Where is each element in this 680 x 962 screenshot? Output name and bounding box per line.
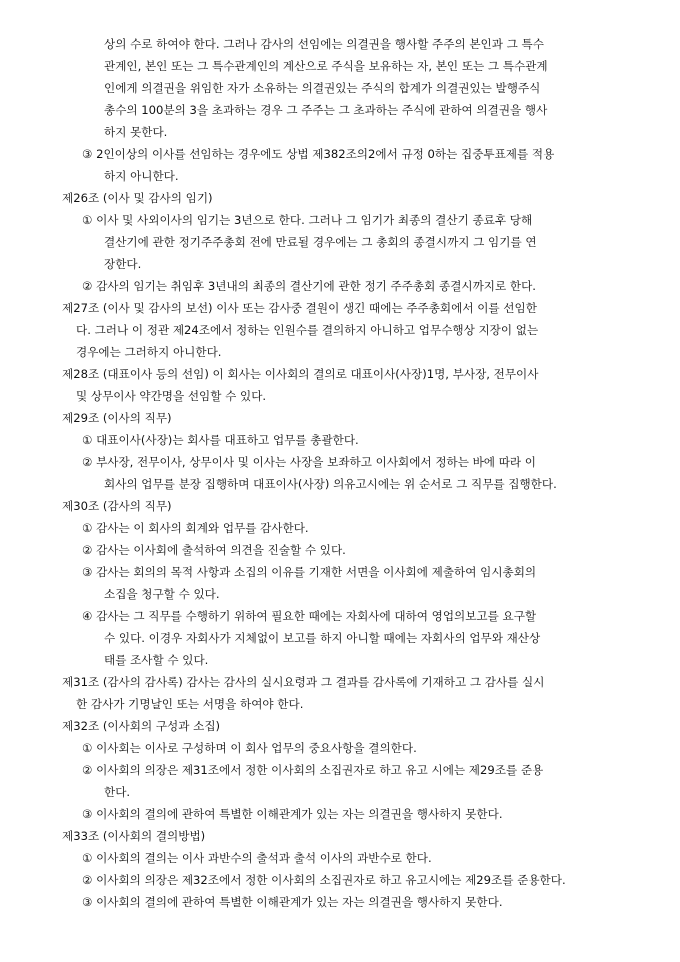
clause-item: ① 이사회는 이사로 구성하며 이 회사 업무의 중요사항을 결의한다. — [82, 741, 417, 755]
clause-item: ③ 2인이상의 이사를 선임하는 경우에도 상법 제382조의2에서 규정 0하는 집중투표제를 적용 — [82, 147, 555, 161]
clause-item: ① 이사회의 결의는 이사 과반수의 출석과 출석 이사의 과반수로 한다. — [82, 851, 432, 865]
clause-item: ② 부사장, 전무이사, 상무이사 및 이사는 사장을 보좌하고 이사회에서 정하는 바에 따라 이 — [82, 455, 536, 469]
text-line: 관계인, 본인 또는 그 특수관계인의 계산으로 주식을 보유하는 자, 본인 또는 그 특수관계 — [104, 59, 548, 73]
text-line: 인에게 의결권을 위임한 자가 소유하는 의결권있는 주식의 합계가 의결권있는 발행주식 — [104, 81, 541, 95]
clause-item: ① 대표이사(사장)는 회사를 대표하고 업무를 총괄한다. — [82, 433, 359, 447]
clause-item: ① 감사는 이 회사의 회계와 업무를 감사한다. — [82, 521, 309, 535]
article-heading: 제29조 (이사의 직무) — [62, 411, 172, 425]
text-line: 회사의 업무를 분장 집행하며 대표이사(사장) 의유고시에는 위 순서로 그 직무를 집행한다. — [104, 477, 557, 491]
text-line: 태를 조사할 수 있다. — [104, 653, 209, 667]
article-heading: 제33조 (이사회의 결의방법) — [62, 829, 206, 843]
text-line: 총수의 100분의 3을 초과하는 경우 그 주주는 그 초과하는 주식에 관하여 의결권을 행사 — [104, 103, 548, 117]
text-line: 소집을 청구할 수 있다. — [104, 587, 220, 601]
clause-item: ① 이사 및 사외이사의 임기는 3년으로 한다. 그러나 그 임기가 최종의 결산기 종료후 당해 — [82, 213, 533, 227]
text-line: 하지 아니한다. — [104, 169, 179, 183]
text-line: 한 감사가 기명날인 또는 서명을 하여야 한다. — [76, 697, 304, 711]
article-heading: 제32조 (이사회의 구성과 소집) — [62, 719, 221, 733]
article-heading: 제26조 (이사 및 감사의 임기) — [62, 191, 213, 205]
article-heading: 제30조 (감사의 직무) — [62, 499, 172, 513]
clause-item: ③ 감사는 회의의 목적 사항과 소집의 이유를 기재한 서면을 이사회에 제출하여 임시총회의 — [82, 565, 537, 579]
clause-item: ④ 감사는 그 직무를 수행하기 위하여 필요한 때에는 자회사에 대하여 영업의보고를 요구할 — [82, 609, 537, 623]
text-line: 상의 수로 하여야 한다. 그러나 감사의 선임에는 의결권을 행사할 주주의 본인과 그 특수 — [104, 37, 544, 51]
text-line: 결산기에 관한 정기주주총회 전에 만료될 경우에는 그 총회의 종결시까지 그 임기를 연 — [104, 235, 537, 249]
text-line: 장한다. — [104, 257, 142, 271]
article-heading: 제27조 (이사 및 감사의 보선) 이사 또는 감사중 결원이 생긴 때에는 주주총회에서 이를 선임한 — [62, 301, 537, 315]
clause-item: ② 감사의 임기는 취임후 3년내의 최종의 결산기에 관한 정기 주주총회 종결시까지로 한다. — [82, 279, 536, 293]
clause-item: ③ 이사회의 결의에 관하여 특별한 이해관계가 있는 자는 의결권을 행사하지 못한다. — [82, 807, 503, 821]
text-line: 다. 그러나 이 정관 제24조에서 정하는 인원수를 결의하지 아니하고 업무수행상 지장이 없는 — [76, 323, 539, 337]
text-line: 및 상무이사 약간명을 선임할 수 있다. — [76, 389, 267, 403]
text-line: 하지 못한다. — [104, 125, 168, 139]
clause-item: ② 이사회의 의장은 제31조에서 정한 이사회의 소집권자로 하고 유고 시에는 제29조를 준용 — [82, 763, 544, 777]
text-line: 한다. — [104, 785, 131, 799]
text-line: 경우에는 그러하지 아니한다. — [76, 345, 222, 359]
clause-item: ③ 이사회의 결의에 관하여 특별한 이해관계가 있는 자는 의결권을 행사하지 못한다. — [82, 895, 503, 909]
text-line: 수 있다. 이경우 자회사가 지체없이 보고를 하지 아니할 때에는 자회사의 업무와 재산상 — [104, 631, 541, 645]
clause-item: ② 감사는 이사회에 출석하여 의견을 진술할 수 있다. — [82, 543, 346, 557]
article-heading: 제28조 (대표이사 등의 선임) 이 회사는 이사회의 결의로 대표이사(사장)1명, 부사장, 전무이사 — [62, 367, 539, 381]
article-heading: 제31조 (감사의 감사록) 감사는 감사의 실시요령과 그 결과를 감사록에 기재하고 그 감사를 실시 — [62, 675, 545, 689]
clause-item: ② 이사회의 의장은 제32조에서 정한 이사회의 소집권자로 하고 유고시에는 제29조를 준용한다. — [82, 873, 566, 887]
